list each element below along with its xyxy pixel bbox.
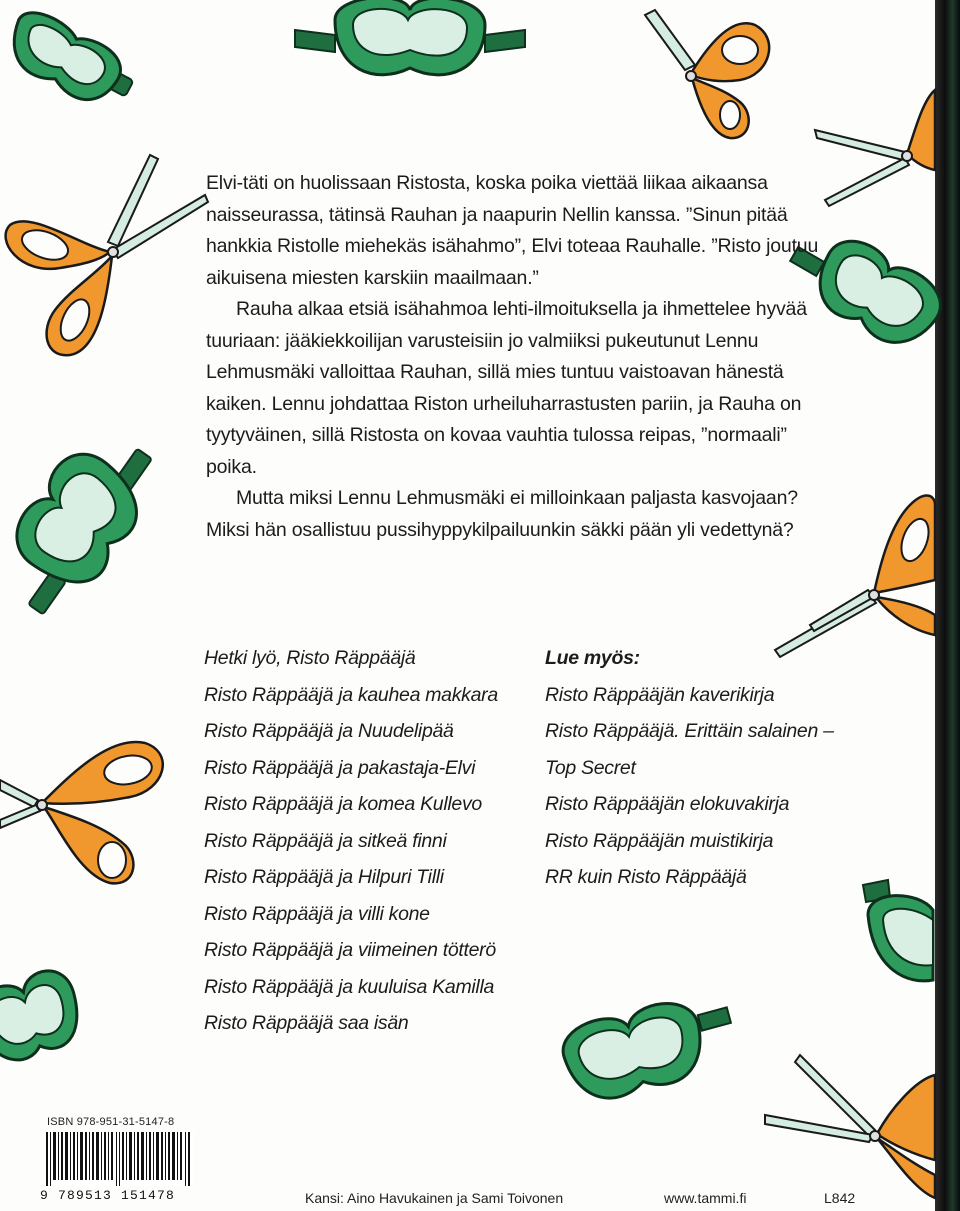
read-also-item: Risto Räppääjän muistikirja [545,829,774,852]
series-titles-list [204,640,534,1042]
read-also-item: Risto Räppääjän kaverikirja [545,683,775,706]
diving-mask-icon [0,15,130,125]
series-title: Risto Räppääjä ja viimeinen tötterö [204,939,496,961]
scissors-icon [765,1050,935,1200]
description-paragraph: Elvi-täti on huolissaan Ristosta, koska poika viettää liikaa aikaansa naisseurassa, tätinsä Rauhan ja naapurin Nellin kanssa. ”Sinun pitää hankkia Ristolle miehekäs isähahmo”, Elvi toteaa Rauhalle. ”Risto joutuu aikuisena miesten karskiin maailmaan.” [206,172,819,289]
barcode-digits: 9 789513 151478 [40,1188,176,1203]
diving-mask-icon [0,960,90,1090]
series-title: Risto Räppääjä ja kauhea makkara [204,683,498,706]
read-also-item: Risto Räppääjän elokuvakirja [545,793,790,815]
barcode-icon [44,1132,194,1186]
description-paragraph: Rauha alkaa etsiä isähahmoa lehti-ilmoituksella ja ihmettelee hyvää tuuriaan: jääkiekkoilijan varusteisiin jo valmiiksi pukeutunut Lennu Lehmusmäki valloittaa Rauhan, sillä mies tuntuu vaistoavan hänestä kaiken. Lennu johdattaa Riston urheiluharrastusten pariin, ja Rauha on tyytyväinen, sillä Ristosta on kovaa vauhtia tulossa reipas, ”normaali” poika. [206,298,807,478]
scissors-icon [0,735,170,890]
book-description [206,168,826,546]
series-title: Risto Räppääjä ja Hilpuri Tilli [204,866,444,888]
read-also-list [545,640,885,896]
series-title: Risto Räppääjä ja kuuluisa Kamilla [204,975,495,998]
series-title: Risto Räppääjä ja Nuudelipää [204,720,454,742]
series-title: Risto Räppääjä ja pakastaja-Elvi [204,756,476,779]
read-also-item: Top Secret [545,756,636,779]
series-title: Risto Räppääjä ja villi kone [204,902,430,925]
series-title: Risto Räppääjä saa isän [204,1012,409,1034]
read-also-heading: Lue myös: [545,647,640,669]
isbn-label: ISBN 978-951-31-5147-8 [47,1116,175,1128]
read-also-item: RR kuin Risto Räppääjä [545,866,747,888]
book-spine [935,0,960,1211]
diving-mask-icon [555,985,735,1115]
cover-credit: Kansi: Aino Havukainen ja Sami Toivonen [305,1190,564,1206]
read-also-item: Risto Räppääjä. Erittäin salainen – [545,720,834,742]
diving-mask-icon [0,420,190,650]
product-code: L842 [824,1190,856,1206]
series-title: Hetki lyö, Risto Räppääjä [204,647,416,669]
series-title: Risto Räppääjä ja komea Kullevo [204,793,482,815]
scissors-icon [630,10,780,145]
publisher-url: www.tammi.fi [664,1190,747,1206]
scissors-icon [0,150,210,365]
diving-mask-icon [295,0,525,100]
series-title: Risto Räppääjä ja sitkeä finni [204,829,447,852]
description-paragraph: Mutta miksi Lennu Lehmusmäki ei milloinkaan paljasta kasvojaan? Miksi hän osallistuu pussihyppykilpailuunkin säkki pään yli vedettynä? [206,487,798,541]
